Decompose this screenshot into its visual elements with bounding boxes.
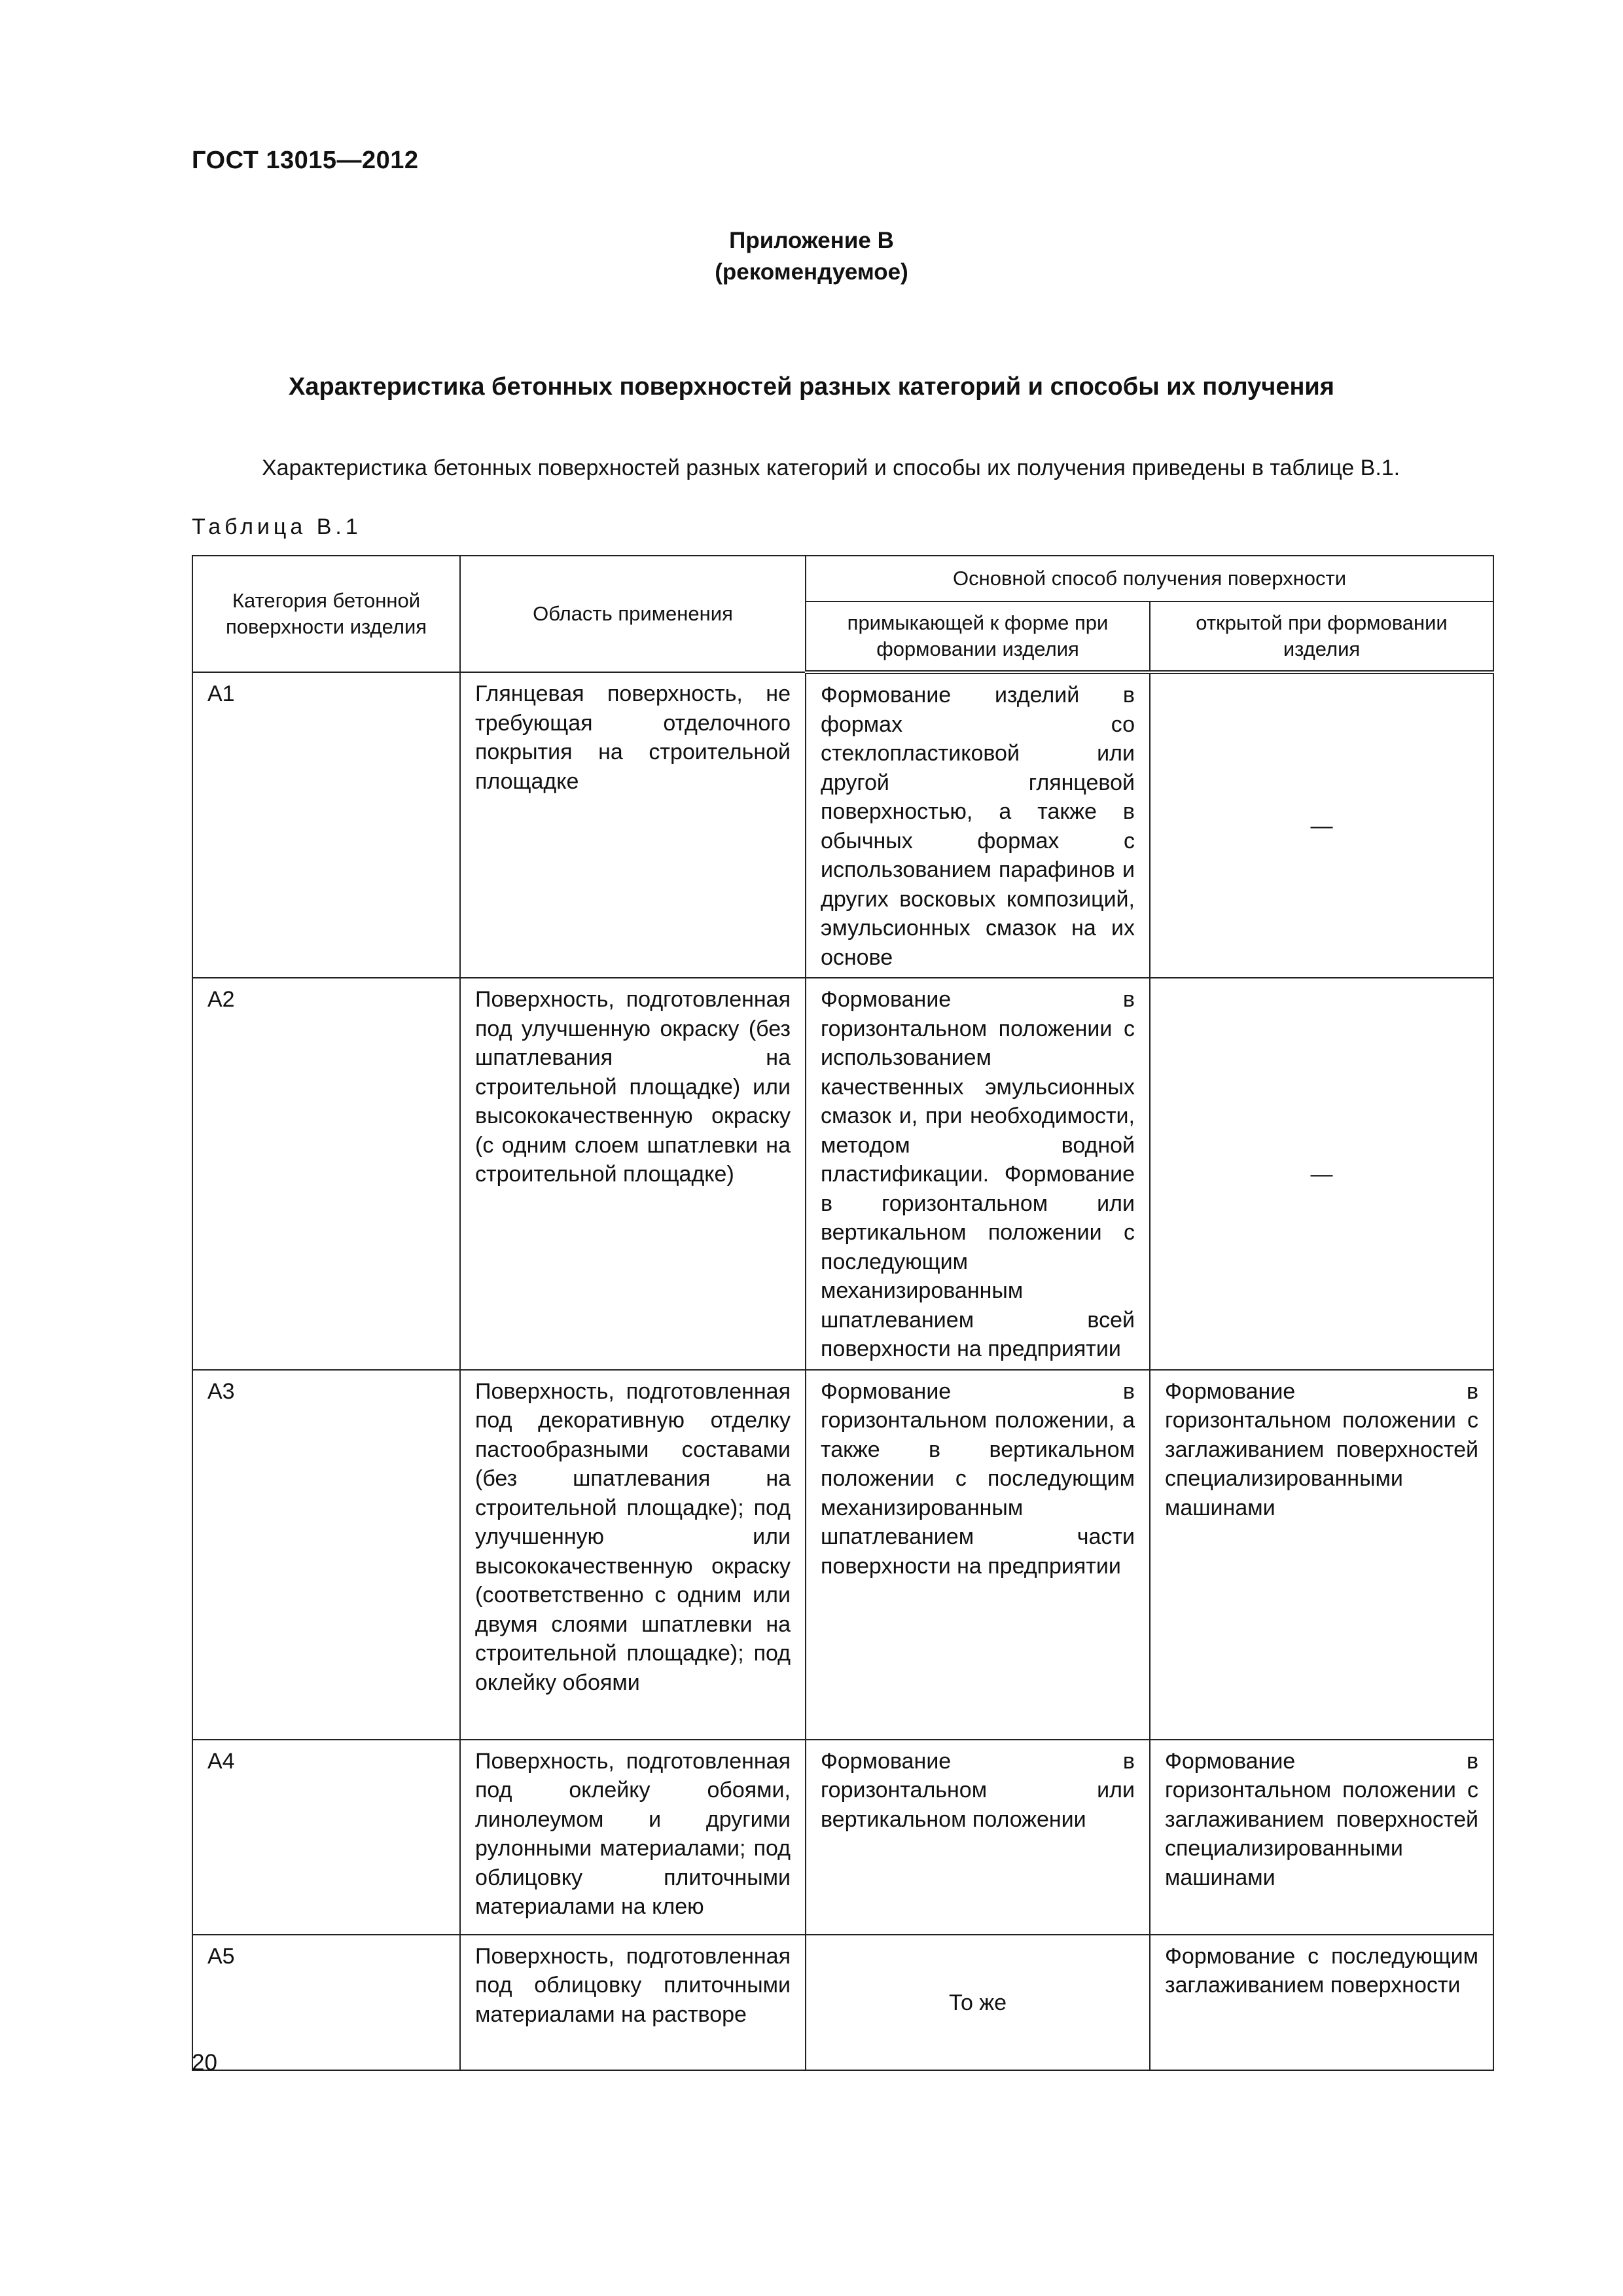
- header-category: Категория бетонной поверхности изделия: [192, 556, 460, 672]
- cell-open: —: [1150, 672, 1493, 978]
- cell-category: А4: [192, 1740, 460, 1935]
- appendix-status: (рекомендуемое): [715, 259, 908, 285]
- cell-area: Поверхность, подготовленная под облицовку плиточными материалами на растворе: [460, 1935, 806, 2070]
- cell-area: Поверхность, подготовленная под декоративную отделку пастообразными составами (без шпатлевания на строительной площадке); под улучшенную или высококачественную окраску (соответственно с одним или двумя слоями шпатлевки на строительной площадке); под оклейку обоями: [460, 1370, 806, 1740]
- cell-adjacent: То же: [806, 1935, 1150, 2070]
- cell-open: Формование с последующим заглаживанием поверхности: [1150, 1935, 1493, 2070]
- intro-paragraph: Характеристика бетонных поверхностей разных категорий и способы их получения приведены в таблице В.1.: [262, 456, 1400, 480]
- cell-open: Формование в горизонтальном положении с заглаживанием поверхностей специализированными машинами: [1150, 1740, 1493, 1935]
- cell-area: Поверхность, подготовленная под улучшенную окраску (без шпатлевания на строительной площадке) или высококачественную окраску (с одним слоем шпатлевки на строительной площадке): [460, 978, 806, 1370]
- table-caption: Таблица В.1: [192, 514, 362, 539]
- table-row: [192, 1740, 1493, 1935]
- header-method-adjacent: примыкающей к форме при формовании изделия: [806, 601, 1150, 672]
- appendix-title: [0, 225, 1623, 288]
- table-row: [192, 1935, 1493, 2070]
- page-number: 20: [192, 2050, 217, 2075]
- table-row: [192, 1370, 1493, 1740]
- table-row: [192, 672, 1493, 978]
- cell-area: Глянцевая поверхность, не требующая отделочного покрытия на строительной площадке: [460, 672, 806, 978]
- appendix-label: Приложение В: [729, 228, 894, 253]
- cell-adjacent: Формование в горизонтальном положении с использованием качественных эмульсионных смазок и, при необходимости, методом водной пластификации. Формование в горизонтальном или вертикальном положении с последующим механизированным шпатлеванием всей поверхности на предприятии: [806, 978, 1150, 1370]
- cell-adjacent: Формование в горизонтальном положении, а также в вертикальном положении с последующим механизированным шпатлеванием части поверхности на предприятии: [806, 1370, 1150, 1740]
- table-row: [192, 978, 1493, 1370]
- cell-adjacent: Формование в горизонтальном или вертикальном положении: [806, 1740, 1150, 1935]
- document-code: ГОСТ 13015—2012: [192, 147, 419, 174]
- header-method-open: открытой при формовании изделия: [1150, 601, 1493, 672]
- cell-category: А5: [192, 1935, 460, 2070]
- header-method-group: Основной способ получения поверхности: [806, 556, 1493, 601]
- cell-category: А2: [192, 978, 460, 1370]
- cell-category: А1: [192, 672, 460, 978]
- surface-category-table: [192, 555, 1494, 2071]
- cell-area: Поверхность, подготовленная под оклейку обоями, линолеумом и другими рулонными материалами; под облицовку плиточными материалами на клею: [460, 1740, 806, 1935]
- cell-open: Формование в горизонтальном положении с заглаживанием поверхностей специализированными машинами: [1150, 1370, 1493, 1740]
- cell-open: —: [1150, 978, 1493, 1370]
- cell-category: А3: [192, 1370, 460, 1740]
- header-area: Область применения: [460, 556, 806, 672]
- section-heading: Характеристика бетонных поверхностей разных категорий и способы их получения: [289, 373, 1334, 401]
- cell-adjacent: Формование изделий в формах со стеклопластиковой или другой глянцевой поверхностью, а также в обычных формах с использованием парафинов и других восковых композиций, эмульсионных смазок на их основе: [806, 672, 1150, 978]
